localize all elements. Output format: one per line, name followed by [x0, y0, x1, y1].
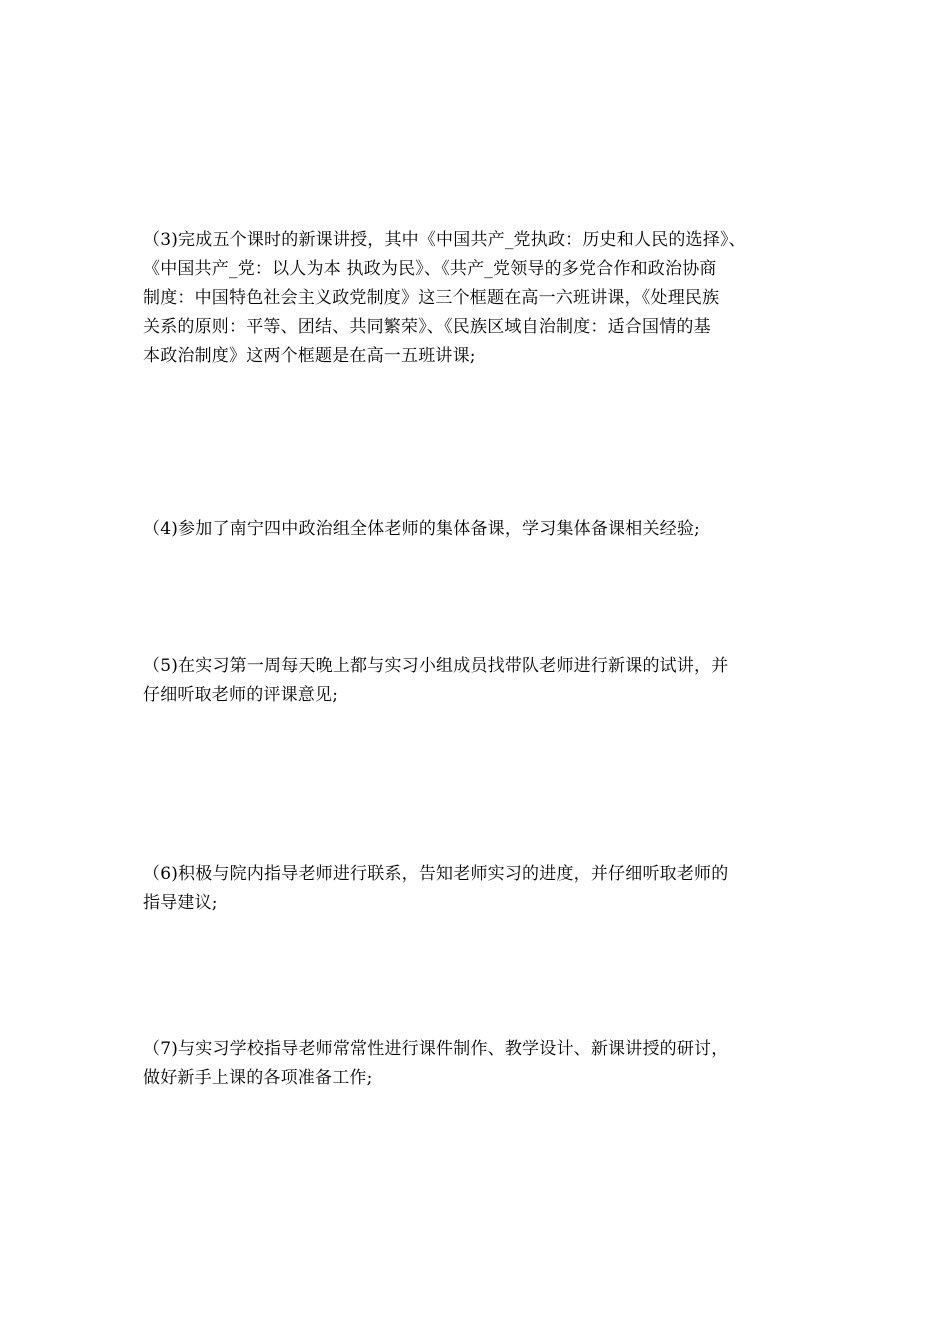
- paragraph-item-3: [143, 226, 813, 371]
- paragraph-line: 做好新手上课的各项准备工作;: [143, 1068, 373, 1088]
- paragraph-line: （5)在实习第一周每天晚上都与实习小组成员找带队老师进行新课的试讲，并: [143, 656, 729, 676]
- paragraph-line: 指导建议;: [143, 893, 218, 913]
- paragraph-item-5: [143, 652, 813, 710]
- paragraph-line: （4)参加了南宁四中政治组全体老师的集体备课，学习集体备课相关经验;: [143, 519, 700, 539]
- paragraph-item-7: [143, 1035, 813, 1093]
- paragraph-line: 本政治制度》这两个框题是在高一五班讲课;: [143, 346, 476, 366]
- paragraph-line: 关系的原则：平等、团结、共同繁荣》、《民族区域自治制度：适合国情的基: [143, 317, 711, 337]
- paragraph-line: （7)与实习学校指导老师常常性进行课件制作、教学设计、新课讲授的研讨，: [143, 1039, 729, 1059]
- paragraph-item-4: [143, 515, 813, 544]
- paragraph-line: 仔细听取老师的评课意见;: [143, 685, 339, 705]
- paragraph-line: 《中国共产_党：以人为本 执政为民》、《共产_党领导的多党合作和政治协商: [143, 259, 717, 279]
- paragraph-line: （3)完成五个课时的新课讲授，其中《中国共产_党执政：历史和人民的选择》、: [143, 230, 746, 250]
- paragraph-line: （6)积极与院内指导老师进行联系，告知老师实习的进度，并仔细听取老师的: [143, 864, 729, 884]
- paragraph-item-6: [143, 860, 813, 918]
- paragraph-line: 制度：中国特色社会主义政党制度》这三个框题在高一六班讲课，《处理民族: [143, 288, 720, 308]
